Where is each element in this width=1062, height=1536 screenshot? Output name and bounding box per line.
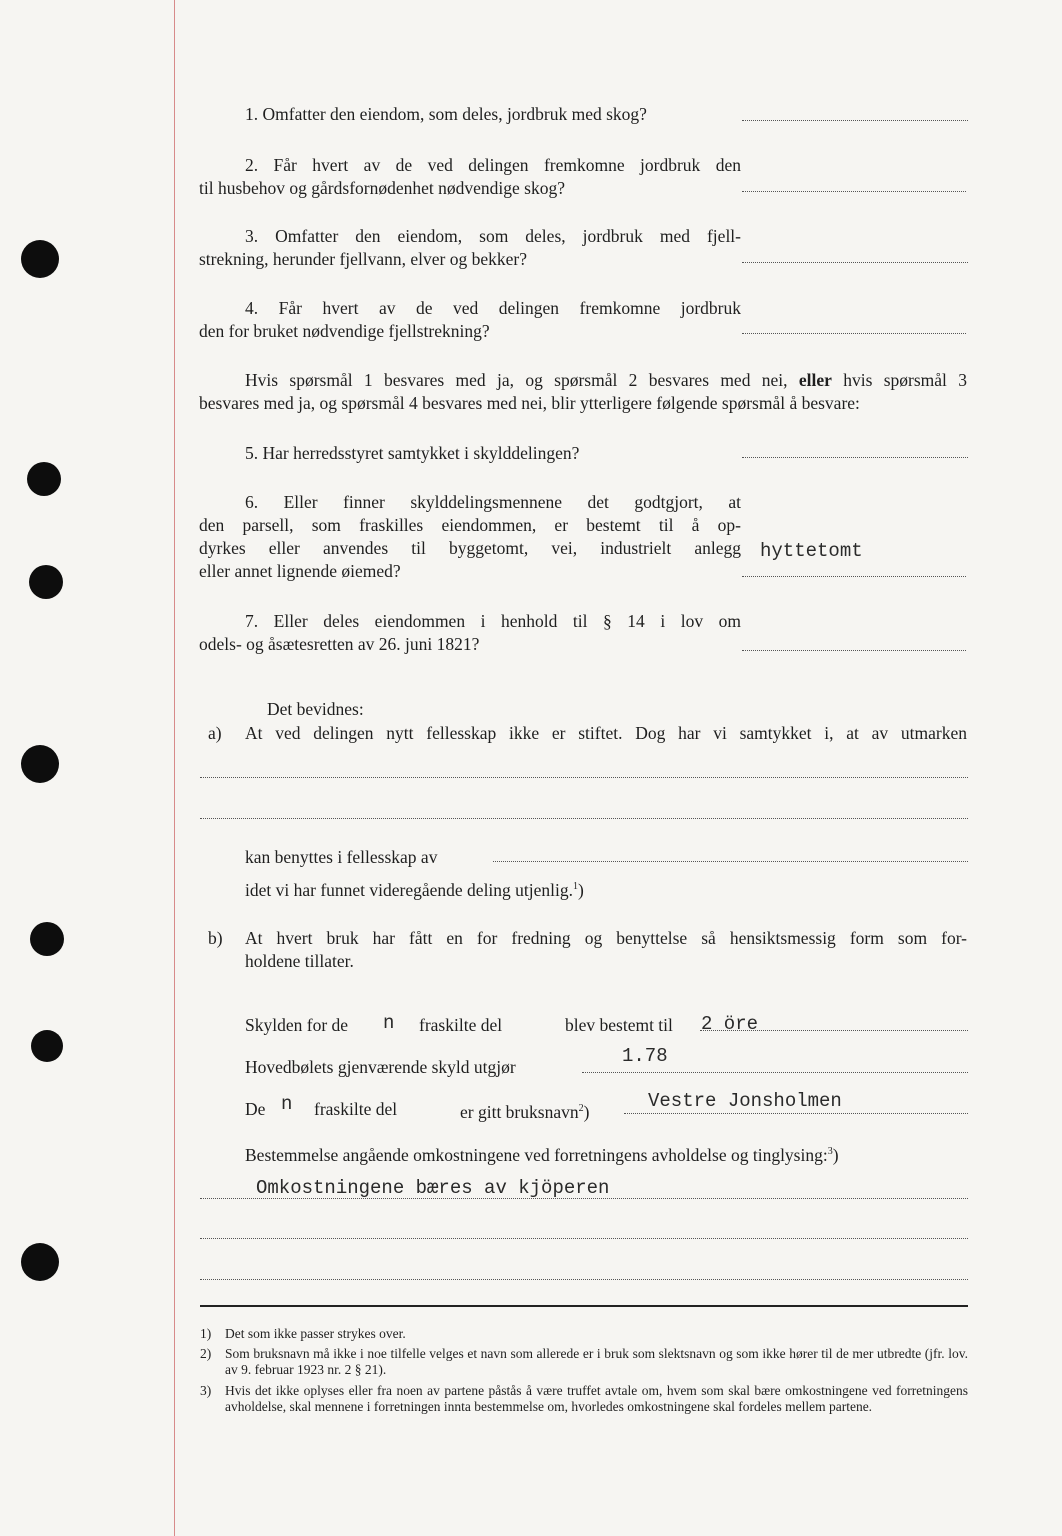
footnote-1: 1) Det som ikke passer strykes over. — [200, 1326, 406, 1341]
utmark-line-2[interactable] — [200, 818, 968, 819]
further-division-text: idet vi har funnet videregående deling utjenlig.$^1$) — [245, 879, 584, 900]
remaining-line[interactable] — [582, 1072, 968, 1073]
cost-line-2[interactable] — [200, 1238, 968, 1239]
footnote-3: 3) Hvis det ikke oplyses eller fra noen av partene påstås å være truffet avtale om, hvem som skal bære omkostningene ved forretningens avholdelse, skal mennene i forretningen innta bestemmelse om, hvorledes omkostningene skal fordeles mellem partene. — [200, 1383, 968, 1414]
skyld-label-2: fraskilte del — [419, 1015, 503, 1035]
question-6: 6. Eller finner skylddelingsmennene det godtgjort, at den parsell, som fraskilles eiendommen, er bestemt til å op- dyrkes eller anvendes til byggetomt, vei, industrielt anlegg eller annet lignende øiemed? — [199, 492, 741, 581]
skyld-label-3: blev bestemt til — [565, 1015, 673, 1035]
question-3: 3. Omfatter den eiendom, som deles, jordbruk med fjell- strekning, herunder fjellvann, elver og bekker? — [199, 226, 741, 269]
name-mark: n — [281, 1093, 293, 1115]
name-line[interactable] — [624, 1113, 968, 1114]
certify-heading: Det bevidnes: — [267, 699, 364, 719]
cost-line-1[interactable] — [200, 1198, 968, 1199]
answer-line-5[interactable] — [742, 457, 968, 458]
question-2: 2. Får hvert av de ved delingen fremkomne jordbruk den til husbehov og gårdsfornødenhet nødvendige skog? — [199, 155, 741, 198]
answer-line-3[interactable] — [742, 262, 968, 263]
cost-label: Bestemmelse angående omkostningene ved forretningens avholdelse og tinglysing:$^3$) — [245, 1144, 839, 1165]
common-use-label: kan benyttes i fellesskap av — [245, 847, 438, 867]
footnote-separator — [200, 1305, 968, 1307]
condition-paragraph: Hvis spørsmål 1 besvares med ja, og spørsmål 2 besvares med nei, eller hvis spørsmål 3 besvares med ja, og spørsmål 4 besvares med nei, blir ytterligere følgende spørsmål å besvare: — [199, 370, 967, 413]
cost-line-3[interactable] — [200, 1279, 968, 1280]
utmark-line-1[interactable] — [200, 777, 968, 778]
punch-hole — [30, 922, 64, 956]
item-b-label: b) — [208, 928, 223, 948]
remaining-label: Hovedbølets gjenværende skyld utgjør — [245, 1057, 516, 1077]
question-1: 1. Omfatter den eiendom, som deles, jordbruk med skog? — [245, 104, 647, 124]
item-a-text: At ved delingen nytt fellesskap ikke er stiftet. Dog har vi samtykket i, at av utmarken — [245, 723, 967, 743]
answer-line-1[interactable] — [742, 120, 968, 121]
common-use-line[interactable] — [493, 861, 968, 862]
skyld-value: 2 öre — [701, 1013, 759, 1035]
cost-value: Omkostningene bæres av kjöperen — [256, 1177, 610, 1199]
answer-line-6[interactable] — [742, 576, 966, 577]
item-b-text: At hvert bruk har fått en for fredning og benyttelse så hensiktsmessig form som for- holdene tillater. — [245, 928, 967, 971]
punch-hole — [29, 565, 63, 599]
skyld-line[interactable] — [700, 1030, 968, 1031]
punch-hole — [21, 240, 59, 278]
name-label-3: er gitt bruksnavn$^2$) — [460, 1101, 590, 1122]
punch-hole — [21, 745, 59, 783]
question-5: 5. Har herredsstyret samtykket i skylddelingen? — [245, 443, 580, 463]
punch-hole — [27, 462, 61, 496]
item-a-label: a) — [208, 723, 222, 743]
answer-line-2[interactable] — [742, 191, 966, 192]
punch-hole — [31, 1030, 63, 1062]
footnote-2: 2) Som bruksnavn må ikke i noe tilfelle velges et navn som allerede er i bruk som slektsnavn og som ikke hører til de mer utbredte (jfr. lov. av 9. februar 1923 nr. 2 § 21). — [200, 1346, 968, 1377]
punch-hole — [21, 1243, 59, 1281]
name-label-2: fraskilte del — [314, 1099, 398, 1119]
red-margin-line — [174, 0, 175, 1536]
skyld-label: Skylden for de — [245, 1015, 349, 1035]
question-4: 4. Får hvert av de ved delingen fremkomne jordbruk den for bruket nødvendige fjellstrekning? — [199, 298, 741, 341]
question-7: 7. Eller deles eiendommen i henhold til § 14 i lov om odels- og åsætesretten av 26. juni 1821? — [199, 611, 741, 654]
remaining-value: 1.78 — [622, 1045, 668, 1067]
name-value: Vestre Jonsholmen — [648, 1090, 842, 1112]
skyld-mark: n — [383, 1012, 395, 1034]
answer-6-handwritten: hyttetomt — [760, 540, 863, 562]
answer-line-4[interactable] — [742, 333, 966, 334]
answer-line-7[interactable] — [742, 650, 966, 651]
name-label: De — [245, 1099, 266, 1119]
